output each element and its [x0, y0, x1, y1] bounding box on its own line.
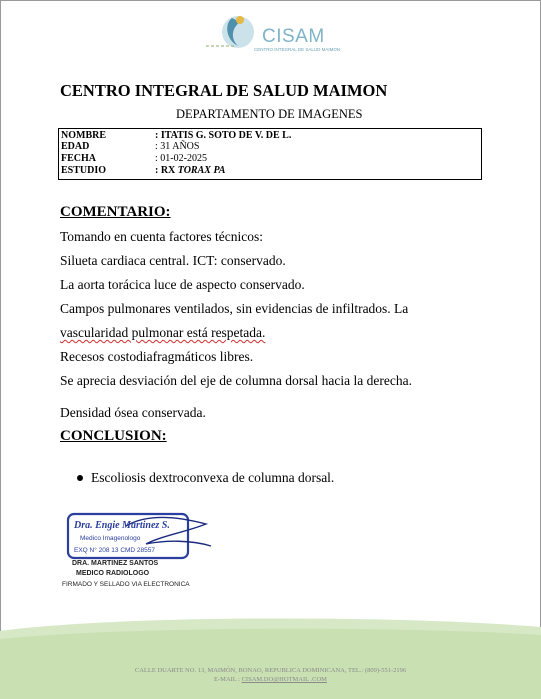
- comentario-heading: COMENTARIO:: [60, 204, 171, 220]
- patient-info-box: [58, 128, 482, 180]
- footer-email-line: [0, 676, 541, 683]
- comentario-line: [60, 325, 265, 341]
- stamp-border-icon: [66, 510, 216, 565]
- comentario-line-text: vascularidad pulmonar está respetada.: [60, 325, 266, 340]
- bullet-icon: [77, 475, 83, 481]
- comentario-line: Recesos costodiafragmáticos libres.: [60, 349, 254, 364]
- signature-note: FIRMADO Y SELLADO VIA ELECTRONICA: [62, 581, 190, 588]
- page-title: CENTRO INTEGRAL DE SALUD MAIMON: [60, 81, 388, 100]
- comentario-line: Densidad ósea conservada.: [60, 405, 206, 420]
- comentario-line: Se aprecia desviación del eje de columna dorsal hacia la derecha.: [60, 373, 412, 388]
- comentario-line: Campos pulmonares ventilados, sin evidencias de infiltrados. La: [60, 301, 409, 316]
- doctor-name: DRA. MARTINEZ SANTOS: [72, 560, 159, 567]
- footer-email-prefix: E-MAIL :: [214, 676, 242, 683]
- conclusion-heading: CONCLUSION:: [60, 428, 167, 444]
- stamp-role: Medico Imagenologo: [80, 535, 141, 542]
- patient-label: FECHA: [61, 153, 96, 164]
- cisam-logo: [206, 10, 341, 58]
- patient-label: ESTUDIO: [61, 165, 107, 176]
- study-type: TORAX PA: [177, 165, 226, 176]
- footer-email[interactable]: CISAM.DO@HOTMAIL .COM: [241, 676, 327, 683]
- stamp-name: Dra. Engie Martinez S.: [74, 520, 170, 531]
- signature-stamp: [66, 510, 216, 565]
- patient-label: EDAD: [61, 141, 90, 152]
- logo-tagline: CENTRO INTEGRAL DE SALUD MAIMON: [254, 47, 341, 52]
- comentario-line: Silueta cardiaca central. ICT: conservado.: [60, 253, 286, 268]
- comentario-line: Tomando en cuenta factores técnicos:: [60, 229, 263, 244]
- stamp-exq: EXQ N° 208 13 CMD 28557: [74, 547, 156, 554]
- footer-address: CALLE DUARTE NO. 13, MAIMÓN, BONAO, REPUBLICA DOMINICANA, TEL.: (809)-551-2196: [134, 667, 407, 674]
- footer-wave: [0, 615, 541, 699]
- patient-label: NOMBRE: [61, 130, 106, 141]
- logo-brand: CISAM: [262, 26, 325, 47]
- conclusion-item: Escoliosis dextroconvexa de columna dorsal.: [91, 470, 335, 485]
- patient-value: : 01-02-2025: [155, 153, 207, 164]
- patient-value: [155, 165, 225, 176]
- doctor-title: MEDICO RADIOLOGO: [76, 570, 150, 577]
- department-title: DEPARTAMENTO DE IMAGENES: [176, 107, 363, 121]
- comentario-line: La aorta torácica luce de aspecto conservado.: [60, 277, 305, 292]
- patient-value: : 31 AÑOS: [155, 141, 200, 152]
- study-prefix: : RX: [155, 165, 178, 176]
- patient-value: : ITATIS G. SOTO DE V. DE L.: [155, 130, 292, 141]
